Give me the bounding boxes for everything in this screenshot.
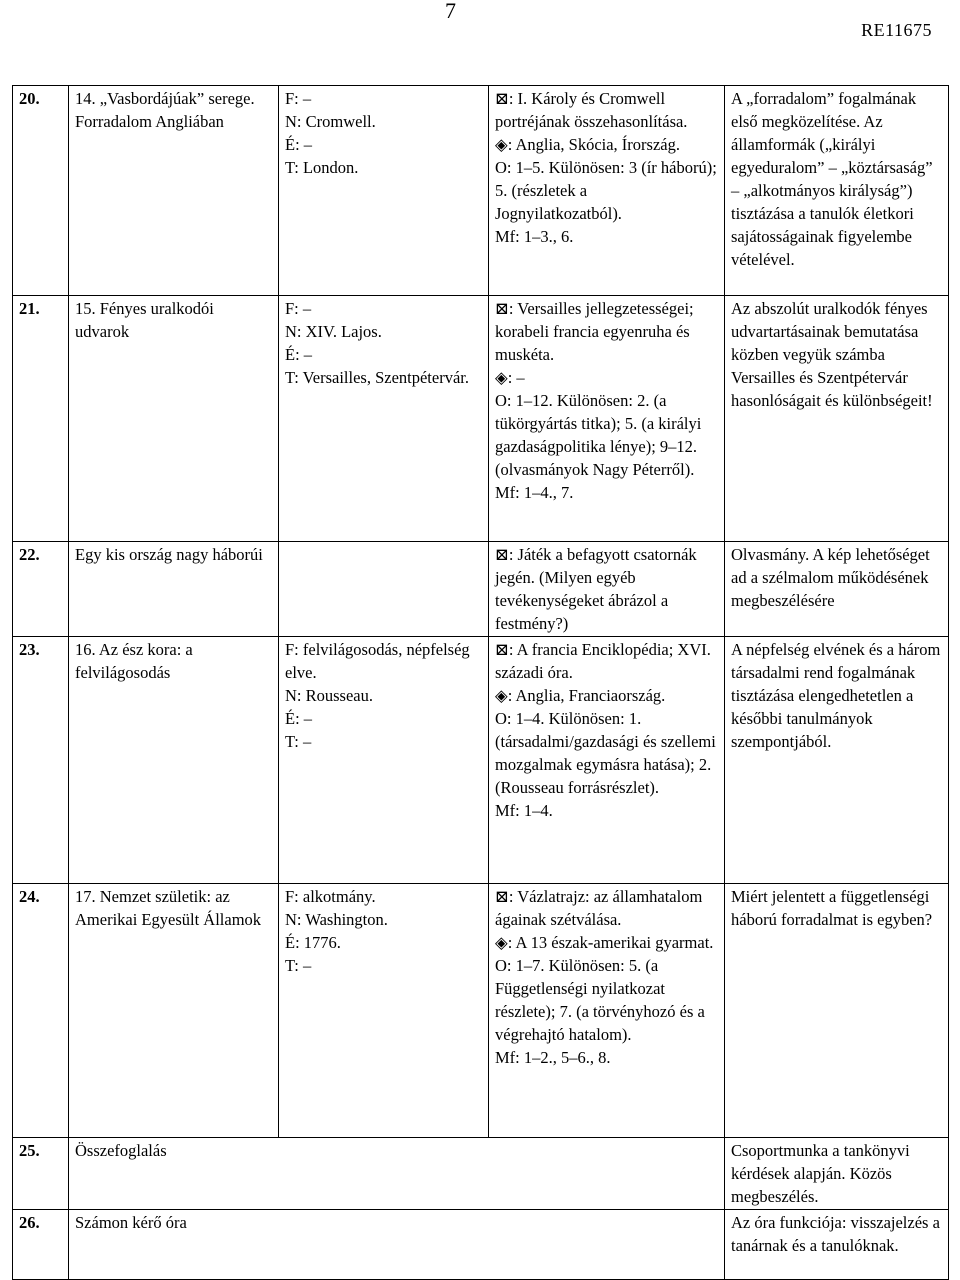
table-row [13, 296, 949, 542]
table-row [13, 637, 949, 884]
table-row [13, 86, 949, 296]
concept-t: T: – [285, 956, 312, 975]
lesson-topic: Egy kis ország nagy háborúi [69, 542, 279, 637]
row-number: 23. [13, 637, 69, 884]
image-note: ⊠: Vázlatrajz: az államhatalom ágainak szétválása. [495, 887, 703, 929]
workbook-note: Mf: 1–2., 5–6., 8. [495, 1048, 611, 1067]
notes-cell: Olvasmány. A kép lehetőséget ad a szélmalom működésének megbeszélésére [725, 542, 949, 637]
table-row [13, 542, 949, 637]
row-number: 24. [13, 884, 69, 1138]
notes-cell: Miért jelentett a függetlenségi háború forradalmat is egyben? [725, 884, 949, 1138]
row-number: 26. [13, 1210, 69, 1280]
concepts-cell [279, 296, 489, 542]
workbook-note: Mf: 1–3., 6. [495, 227, 574, 246]
row-number: 25. [13, 1138, 69, 1210]
notes-cell: A „forradalom” fogalmának első megközelítése. Az államformák („királyi egyeduralom” – „köztársaság” – „alkotmányos királyság”) tisztázása a tanulók életkori sajátosságainak figyelembe vételével. [725, 86, 949, 296]
row-number: 22. [13, 542, 69, 637]
image-note: ⊠: I. Károly és Cromwell portréjának összehasonlítása. [495, 89, 688, 131]
lesson-topic: 17. Nemzet születik: az Amerikai Egyesült Államok [69, 884, 279, 1138]
concepts-cell [279, 86, 489, 296]
notes-cell: Csoportmunka a tankönyvi kérdések alapján. Közös megbeszélés. [725, 1138, 949, 1210]
concept-e: É: – [285, 345, 313, 364]
lesson-topic: Összefoglalás [69, 1138, 725, 1210]
lesson-topic: 14. „Vasbordájúak” serege. Forradalom Angliában [69, 86, 279, 296]
table-row [13, 1210, 949, 1280]
sources-note: O: 1–4. Különösen: 1. (társadalmi/gazdasági és szellemi mozgalmak egymásra hatása); 2. (Rousseau forrásrészlet). [495, 709, 716, 797]
sources-note: O: 1–7. Különösen: 5. (a Függetlenségi nyilatkozat részlete); 7. (a törvényhozó és a végrehajtó hatalom). [495, 956, 705, 1044]
workbook-note: Mf: 1–4., 7. [495, 483, 574, 502]
lesson-topic: Számon kérő óra [69, 1210, 725, 1280]
lesson-plan-table [12, 85, 949, 1280]
page-number: 7 [445, 0, 456, 23]
image-note: ⊠: A francia Enciklopédia; XVI. századi óra. [495, 640, 711, 682]
notes-cell: Az óra funkciója: visszajelzés a tanárnak és a tanulóknak. [725, 1210, 949, 1280]
concept-t: T: – [285, 732, 312, 751]
concepts-cell [279, 884, 489, 1138]
materials-cell [489, 86, 725, 296]
concept-f: F: alkotmány. [285, 887, 376, 906]
map-note: ◈: – [495, 368, 525, 387]
row-number: 21. [13, 296, 69, 542]
notes-cell: A népfelség elvének és a három társadalmi rend fogalmának tisztázása elengedhetetlen a későbbi tanulmányok szempontjából. [725, 637, 949, 884]
map-note: ◈: Anglia, Franciaország. [495, 686, 666, 705]
concept-n: N: Rousseau. [285, 686, 373, 705]
table-row [13, 884, 949, 1138]
concept-f: F: felvilágosodás, népfelség elve. [285, 640, 470, 682]
materials-cell [489, 884, 725, 1138]
map-note: ◈: A 13 észak-amerikai gyarmat. [495, 933, 714, 952]
concept-f: F: – [285, 89, 312, 108]
concept-e: É: – [285, 709, 313, 728]
concept-n: N: Washington. [285, 910, 388, 929]
concept-f: F: – [285, 299, 312, 318]
concept-t: T: London. [285, 158, 359, 177]
materials-cell [489, 637, 725, 884]
table-row [13, 1138, 949, 1210]
image-note: ⊠: Játék a befagyott csatornák jegén. (Milyen egyéb tevékenységeket ábrázol a festmény?) [495, 545, 697, 633]
sources-note: O: 1–12. Különösen: 2. (a tükörgyártás titka); 5. (a királyi gazdaságpolitika lénye); 9–12. (olvasmányok Nagy Péterről). [495, 391, 702, 479]
concept-e: É: 1776. [285, 933, 341, 952]
sources-note: O: 1–5. Különösen: 3 (ír háború); 5. (részletek a Jognyilatkozatból). [495, 158, 717, 223]
concept-n: N: XIV. Lajos. [285, 322, 382, 341]
concept-t: T: Versailles, Szentpétervár. [285, 368, 469, 387]
image-note: ⊠: Versailles jellegzetességei; korabeli francia egyenruha és muskéta. [495, 299, 694, 364]
lesson-topic: 16. Az ész kora: a felvilágosodás [69, 637, 279, 884]
document-code: RE11675 [861, 20, 932, 40]
workbook-note: Mf: 1–4. [495, 801, 553, 820]
row-number: 20. [13, 86, 69, 296]
map-note: ◈: Anglia, Skócia, Írország. [495, 135, 680, 154]
notes-cell: Az abszolút uralkodók fényes udvartartásainak bemutatása közben vegyük számba Versailles és Szentpétervár hasonlóságait és különbségeit! [725, 296, 949, 542]
materials-cell [489, 542, 725, 637]
concept-n: N: Cromwell. [285, 112, 376, 131]
concepts-cell [279, 542, 489, 637]
concepts-cell [279, 637, 489, 884]
materials-cell [489, 296, 725, 542]
lesson-topic: 15. Fényes uralkodói udvarok [69, 296, 279, 542]
concept-e: É: – [285, 135, 313, 154]
